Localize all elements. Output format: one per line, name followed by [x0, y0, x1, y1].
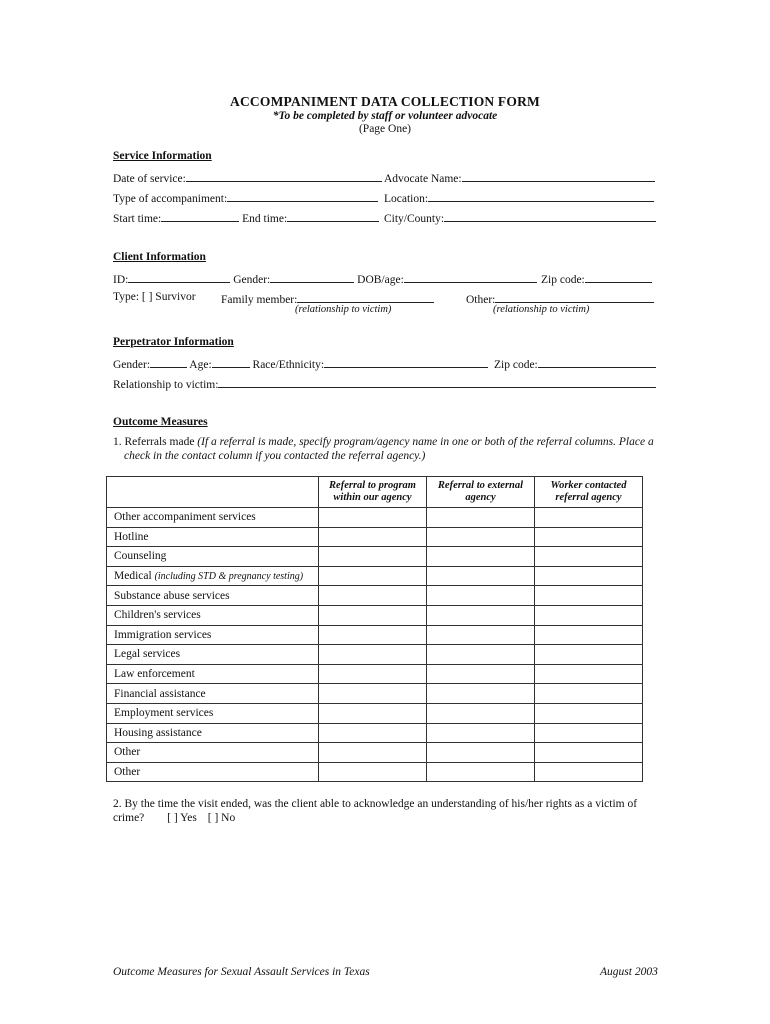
program-referral-cell[interactable] — [319, 625, 427, 645]
perp-race-label: Race/Ethnicity: — [252, 359, 325, 371]
start-time-field[interactable] — [161, 210, 239, 222]
perp-gender-field[interactable] — [150, 356, 187, 368]
contacted-cell[interactable] — [535, 605, 643, 625]
city-county-row — [384, 210, 656, 225]
program-referral-cell[interactable] — [319, 508, 427, 528]
program-referral-cell[interactable] — [319, 664, 427, 684]
row-label: Other — [107, 743, 319, 763]
footer-right: August 2003 — [600, 966, 658, 978]
city-county-field[interactable] — [444, 210, 656, 222]
perp-relationship-label: Relationship to victim: — [113, 379, 219, 391]
contacted-cell[interactable] — [535, 547, 643, 567]
external-referral-cell[interactable] — [427, 645, 535, 665]
medical-note: (including STD & pregnancy testing) — [154, 571, 304, 583]
external-referral-cell[interactable] — [427, 586, 535, 606]
header-program-referral: Referral to program within our agency — [319, 477, 427, 508]
external-referral-cell[interactable] — [427, 566, 535, 586]
row-label: Law enforcement — [107, 664, 319, 684]
client-heading: Client Information — [113, 251, 206, 263]
perp-age-label: Age: — [189, 359, 212, 371]
row-label: Legal services — [107, 645, 319, 665]
q1-instructions-2: check in the contact column if you contacted the referral agency.) — [124, 450, 426, 462]
external-referral-cell[interactable] — [427, 508, 535, 528]
table-row — [107, 723, 643, 743]
q2-yes-checkbox[interactable]: [ ] Yes — [167, 812, 197, 824]
row-label: Other accompaniment services — [107, 508, 319, 528]
table-row — [107, 625, 643, 645]
row-label: Housing assistance — [107, 723, 319, 743]
contacted-cell[interactable] — [535, 664, 643, 684]
other-field[interactable] — [495, 291, 654, 303]
table-row — [107, 684, 643, 704]
client-row-1 — [113, 271, 537, 286]
program-referral-cell[interactable] — [319, 605, 427, 625]
city-county-label: City/County: — [384, 213, 445, 225]
service-heading: Service Information — [113, 150, 212, 162]
row-label: Employment services — [107, 703, 319, 723]
contacted-cell[interactable] — [535, 527, 643, 547]
row-label: Financial assistance — [107, 684, 319, 704]
table-row — [107, 645, 643, 665]
client-dob-field[interactable] — [404, 271, 537, 283]
program-referral-cell[interactable] — [319, 566, 427, 586]
type-of-accompaniment-label: Type of accompaniment: — [113, 193, 228, 205]
program-referral-cell[interactable] — [319, 527, 427, 547]
table-row — [107, 547, 643, 567]
q2-line-2 — [113, 812, 235, 824]
contacted-cell[interactable] — [535, 645, 643, 665]
row-label: Immigration services — [107, 625, 319, 645]
client-type-label: Type: [ ] Survivor — [113, 291, 196, 303]
table-row — [107, 605, 643, 625]
perp-relationship-row — [113, 376, 656, 391]
type-of-accompaniment-row — [113, 190, 378, 205]
advocate-name-field[interactable] — [462, 170, 655, 182]
page-label: (Page One) — [358, 123, 412, 135]
q1-instructions-1: (If a referral is made, specify program/agency name in one or both of the referral columns. Place a — [197, 436, 654, 448]
program-referral-cell[interactable] — [319, 684, 427, 704]
perp-relationship-field[interactable] — [218, 376, 656, 388]
program-referral-cell[interactable] — [319, 645, 427, 665]
contacted-cell[interactable] — [535, 743, 643, 763]
perp-age-field[interactable] — [212, 356, 250, 368]
program-referral-cell[interactable] — [319, 547, 427, 567]
client-id-field[interactable] — [128, 271, 230, 283]
perp-zip-field[interactable] — [538, 356, 656, 368]
client-gender-label: Gender: — [233, 274, 271, 286]
row-label-medical: Medical (including STD & pregnancy testing) — [107, 566, 319, 586]
q1-number: 1. Referrals made — [113, 436, 198, 448]
external-referral-cell[interactable] — [427, 664, 535, 684]
other-label: Other: — [466, 294, 496, 306]
program-referral-cell[interactable] — [319, 723, 427, 743]
perp-gender-label: Gender: — [113, 359, 151, 371]
date-of-service-field[interactable] — [186, 170, 382, 182]
end-time-label: End time: — [242, 213, 288, 225]
client-zip-label: Zip code: — [541, 274, 585, 286]
contacted-cell[interactable] — [535, 703, 643, 723]
q2-no-checkbox[interactable]: [ ] No — [207, 812, 236, 824]
external-referral-cell[interactable] — [427, 547, 535, 567]
client-zip-row — [541, 271, 652, 286]
date-of-service-row — [113, 170, 382, 185]
table-row — [107, 586, 643, 606]
client-gender-field[interactable] — [270, 271, 354, 283]
external-referral-cell[interactable] — [427, 743, 535, 763]
q2-line-1: 2. By the time the visit ended, was the client able to acknowledge an understanding of his/her rights as a victim of — [113, 798, 638, 810]
advocate-name-row — [384, 170, 655, 185]
external-referral-cell[interactable] — [427, 605, 535, 625]
table-header-row — [107, 477, 643, 508]
form-subtitle: *To be completed by staff or volunteer advocate — [272, 110, 498, 122]
outcome-heading: Outcome Measures — [113, 416, 208, 428]
contacted-cell[interactable] — [535, 684, 643, 704]
table-row — [107, 566, 643, 586]
program-referral-cell[interactable] — [319, 703, 427, 723]
form-title: ACCOMPANIMENT DATA COLLECTION FORM — [230, 94, 540, 109]
contacted-cell[interactable] — [535, 586, 643, 606]
external-referral-cell[interactable] — [427, 527, 535, 547]
table-row — [107, 527, 643, 547]
perpetrator-row-1 — [113, 356, 488, 371]
q1-line-1 — [113, 436, 654, 448]
family-relationship-note: (relationship to victim) — [295, 304, 392, 315]
perp-zip-label: Zip code: — [494, 359, 538, 371]
family-member-label: Family member: — [221, 294, 298, 306]
q2-crime-label: crime? — [113, 812, 145, 824]
table-row — [107, 703, 643, 723]
table-row — [107, 762, 643, 782]
header-worker-contacted: Worker contacted referral agency — [535, 477, 643, 508]
location-row — [384, 190, 654, 205]
contacted-cell[interactable] — [535, 625, 643, 645]
other-relationship-note: (relationship to victim) — [493, 304, 590, 315]
referral-table — [106, 476, 643, 782]
row-label: Other — [107, 762, 319, 782]
table-row — [107, 664, 643, 684]
client-dob-label: DOB/age: — [357, 274, 404, 286]
client-id-label: ID: — [113, 274, 129, 286]
contacted-cell[interactable] — [535, 762, 643, 782]
perp-race-field[interactable] — [324, 356, 488, 368]
row-label: Substance abuse services — [107, 586, 319, 606]
contacted-cell[interactable] — [535, 723, 643, 743]
external-referral-cell[interactable] — [427, 684, 535, 704]
type-of-accompaniment-field[interactable] — [227, 190, 378, 202]
external-referral-cell[interactable] — [427, 762, 535, 782]
contacted-cell[interactable] — [535, 566, 643, 586]
external-referral-cell[interactable] — [427, 625, 535, 645]
program-referral-cell[interactable] — [319, 586, 427, 606]
footer-left: Outcome Measures for Sexual Assault Services in Texas — [113, 966, 370, 978]
row-label: Children's services — [107, 605, 319, 625]
family-member-field[interactable] — [297, 291, 434, 303]
header-external-referral: Referral to external agency — [427, 477, 535, 508]
row-label: Counseling — [107, 547, 319, 567]
advocate-name-label: Advocate Name: — [384, 173, 462, 185]
row-label: Hotline — [107, 527, 319, 547]
perpetrator-heading: Perpetrator Information — [113, 336, 234, 348]
external-referral-cell[interactable] — [427, 723, 535, 743]
start-time-label: Start time: — [113, 213, 162, 225]
table-row — [107, 743, 643, 763]
program-referral-cell[interactable] — [319, 743, 427, 763]
contacted-cell[interactable] — [535, 508, 643, 528]
start-time-row — [113, 210, 379, 225]
end-time-field[interactable] — [287, 210, 379, 222]
client-zip-field[interactable] — [585, 271, 652, 283]
header-blank-cell — [107, 477, 319, 508]
location-field[interactable] — [428, 190, 654, 202]
table-row — [107, 508, 643, 528]
perp-zip-row — [494, 356, 656, 371]
location-label: Location: — [384, 193, 429, 205]
external-referral-cell[interactable] — [427, 703, 535, 723]
program-referral-cell[interactable] — [319, 762, 427, 782]
date-of-service-label: Date of service: — [113, 173, 186, 185]
